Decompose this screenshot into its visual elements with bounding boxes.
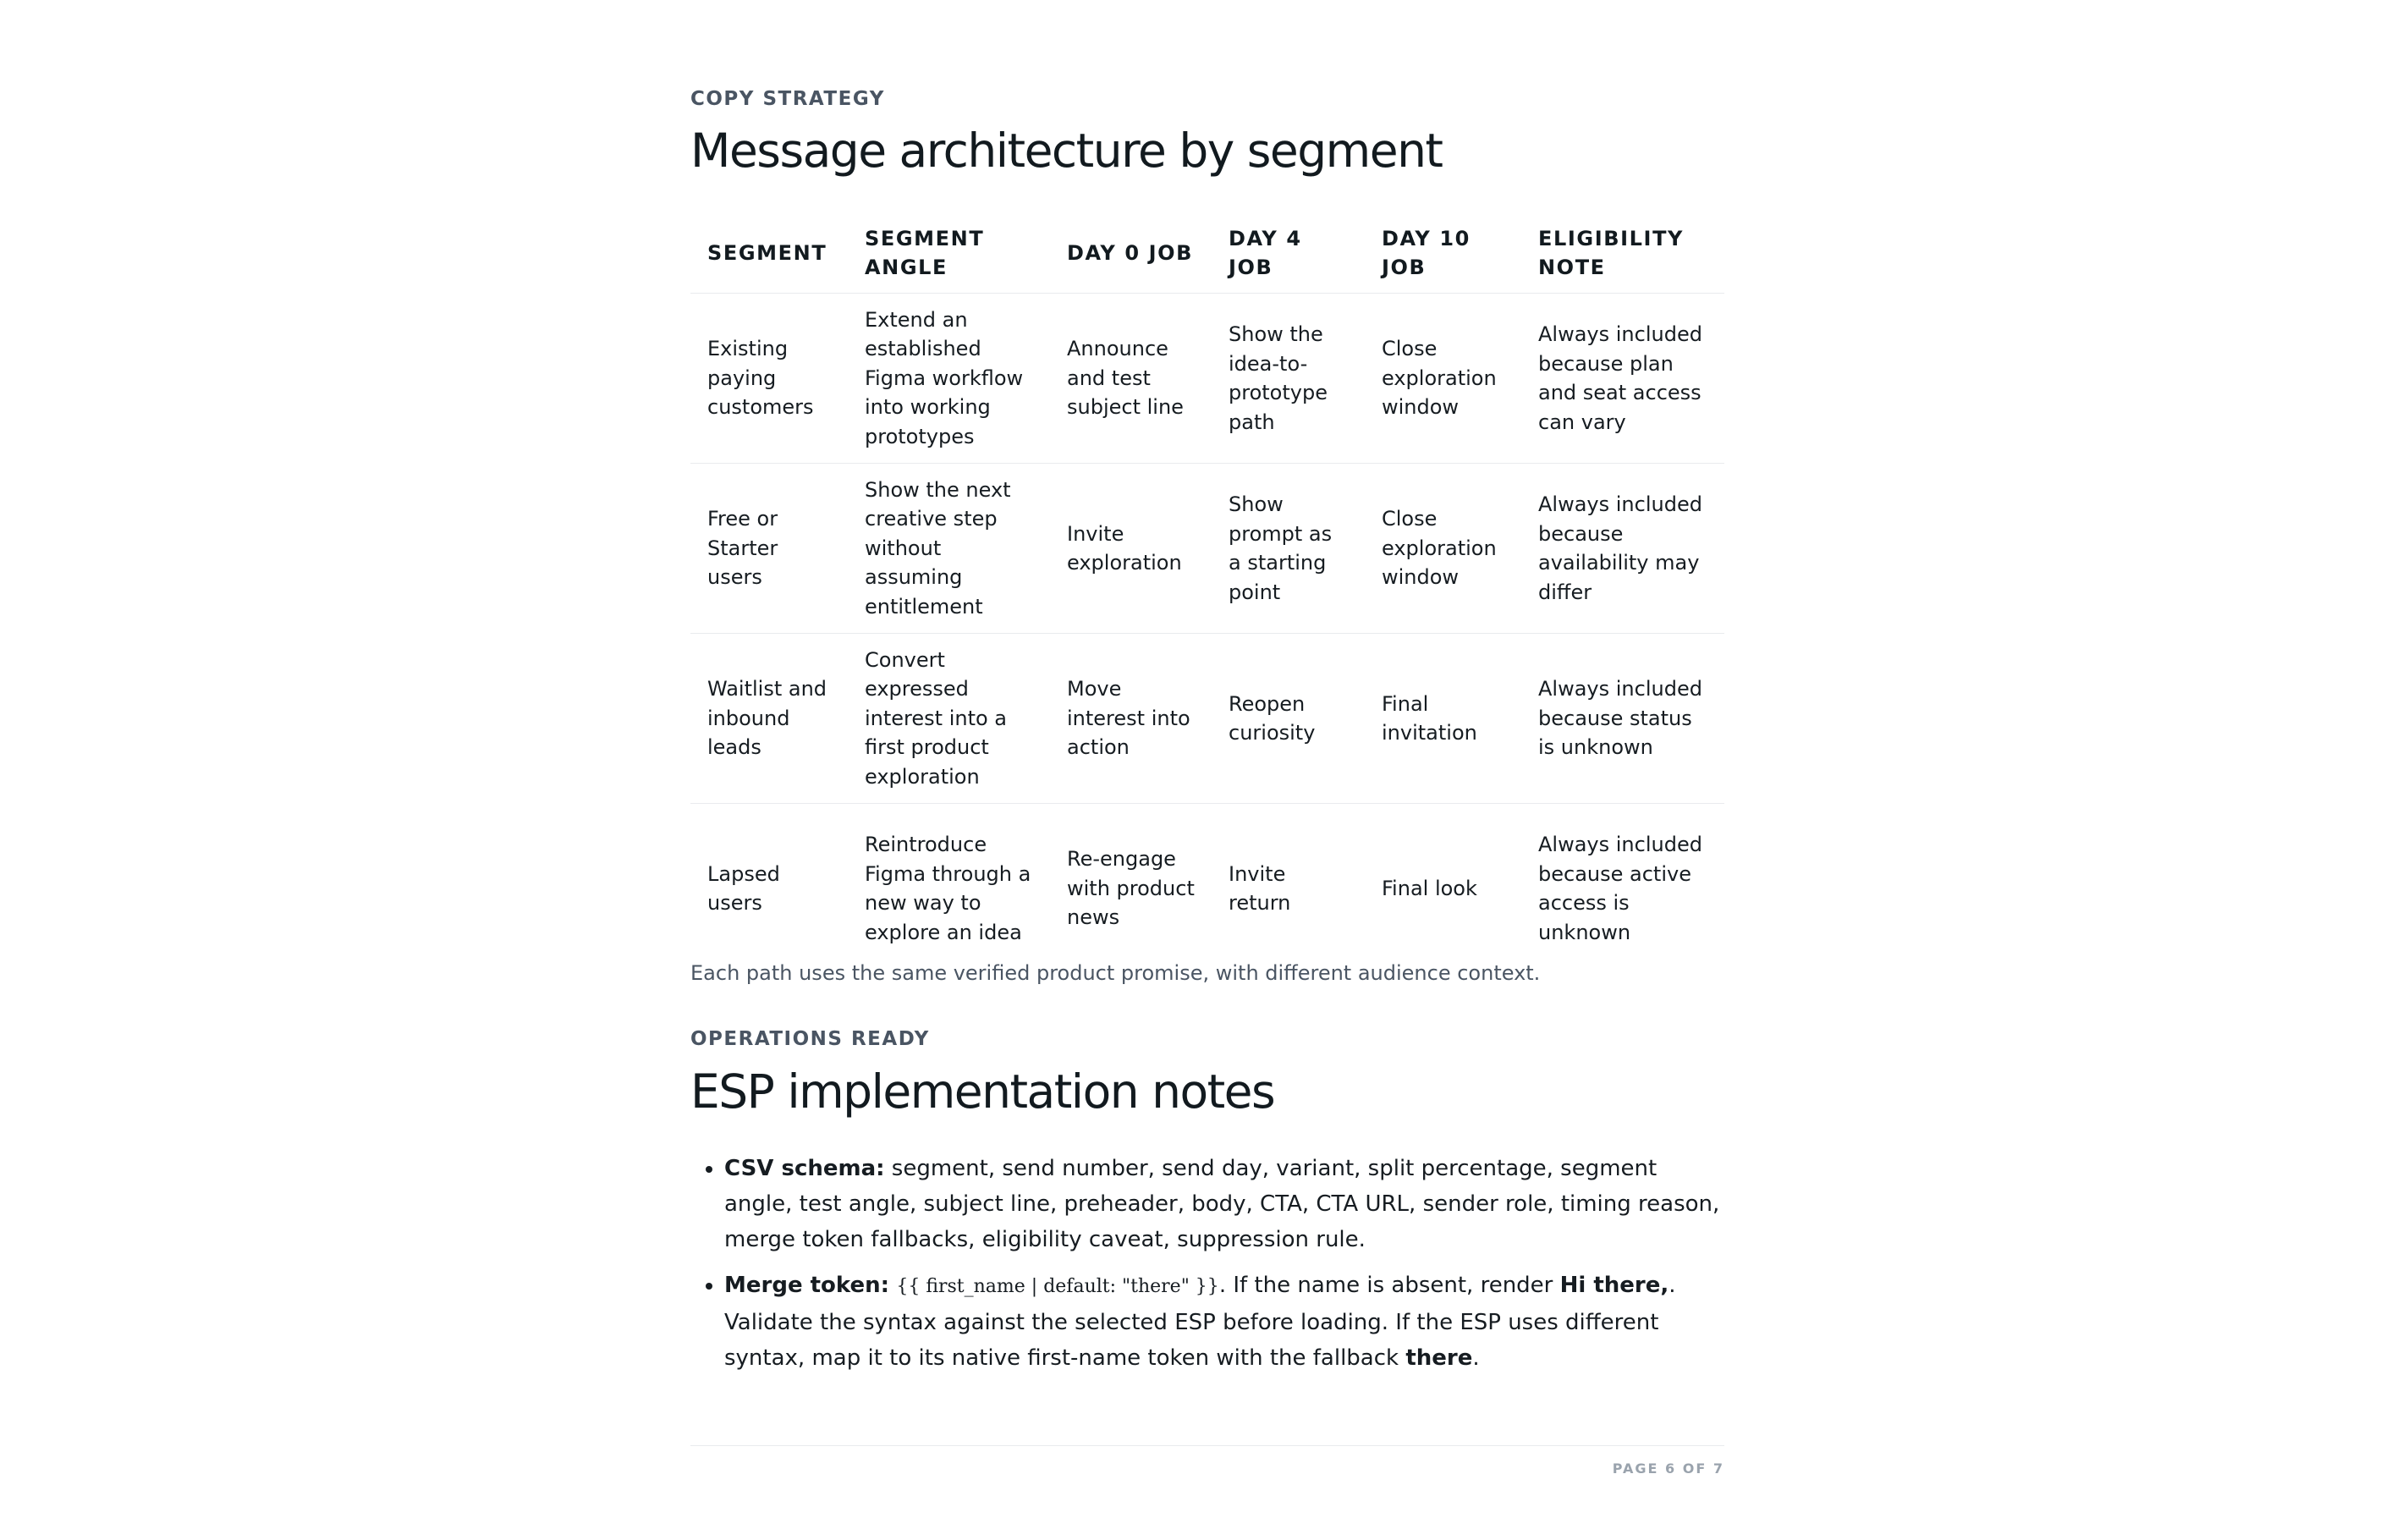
implementation-notes-list [690,1151,1724,1386]
column-header: ELIGIBILITY NOTE [1521,213,1724,294]
cell-segment: Waitlist and inbound leads [690,634,848,804]
cell-day4: Invite return [1212,804,1365,974]
table-row [690,804,1724,974]
column-header: DAY 0 JOB [1050,213,1212,294]
footer-divider [690,1445,1724,1446]
note-emphasis: Hi there, [1559,1273,1669,1298]
section-eyebrow: COPY STRATEGY [690,88,885,110]
cell-note: Always included because plan and seat access can vary [1521,294,1724,464]
cell-day0: Move interest into action [1050,634,1212,804]
section-title: Message architecture by segment [690,124,1443,178]
list-item [724,1151,1724,1257]
cell-note: Always included because status is unknown [1521,634,1724,804]
note-text: segment, send number, send day, variant, split percentage, segment angle, test angle, subject line, preheader, body, CTA, CTA URL, sender role, timing reason, merge token fallbacks, eligibility caveat, suppression rule. [724,1156,1720,1252]
table-caption: Each path uses the same verified product promise, with different audience context. [690,961,1541,985]
cell-day10: Close exploration window [1365,294,1521,464]
cell-segment: Lapsed users [690,804,848,974]
cell-segment: Existing paying customers [690,294,848,464]
note-emphasis: there [1405,1345,1473,1371]
column-header: DAY 4 JOB [1212,213,1365,294]
table-row [690,634,1724,804]
cell-angle: Convert expressed interest into a first product exploration [848,634,1050,804]
cell-day4: Show the idea-to-prototype path [1212,294,1365,464]
note-label: CSV schema: [724,1156,885,1181]
cell-day0: Announce and test subject line [1050,294,1212,464]
cell-day4: Show prompt as a starting point [1212,464,1365,634]
page-number: PAGE 6 OF 7 [1612,1460,1724,1477]
cell-day10: Close exploration window [1365,464,1521,634]
cell-angle: Show the next creative step without assuming entitlement [848,464,1050,634]
column-header: DAY 10 JOB [1365,213,1521,294]
note-text: . [1472,1345,1480,1371]
cell-segment: Free or Starter users [690,464,848,634]
note-text: . Validate the syntax against the selected ESP before loading. If the ESP uses different syntax, map it to its native first-name token with the fallback [724,1273,1676,1371]
note-label: Merge token: [724,1273,890,1298]
table-row [690,294,1724,464]
list-item [724,1268,1724,1376]
column-header: SEGMENT [690,213,848,294]
cell-day0: Re-engage with product news [1050,804,1212,974]
cell-day4: Reopen curiosity [1212,634,1365,804]
cell-angle: Reintroduce Figma through a new way to explore an idea [848,804,1050,974]
cell-day10: Final look [1365,804,1521,974]
cell-note: Always included because availability may differ [1521,464,1724,634]
column-header: SEGMENT ANGLE [848,213,1050,294]
table-header-row [690,213,1724,294]
note-text: . If the name is absent, render [1218,1273,1560,1298]
cell-day0: Invite exploration [1050,464,1212,634]
cell-angle: Extend an established Figma workflow into working prototypes [848,294,1050,464]
section-title: ESP implementation notes [690,1064,1275,1119]
table-row [690,464,1724,634]
merge-token-code: {{ first_name | default: "there" }} [896,1276,1219,1297]
cell-day10: Final invitation [1365,634,1521,804]
cell-note: Always included because active access is unknown [1521,804,1724,974]
section-eyebrow: OPERATIONS READY [690,1028,930,1050]
segment-table [690,213,1724,973]
